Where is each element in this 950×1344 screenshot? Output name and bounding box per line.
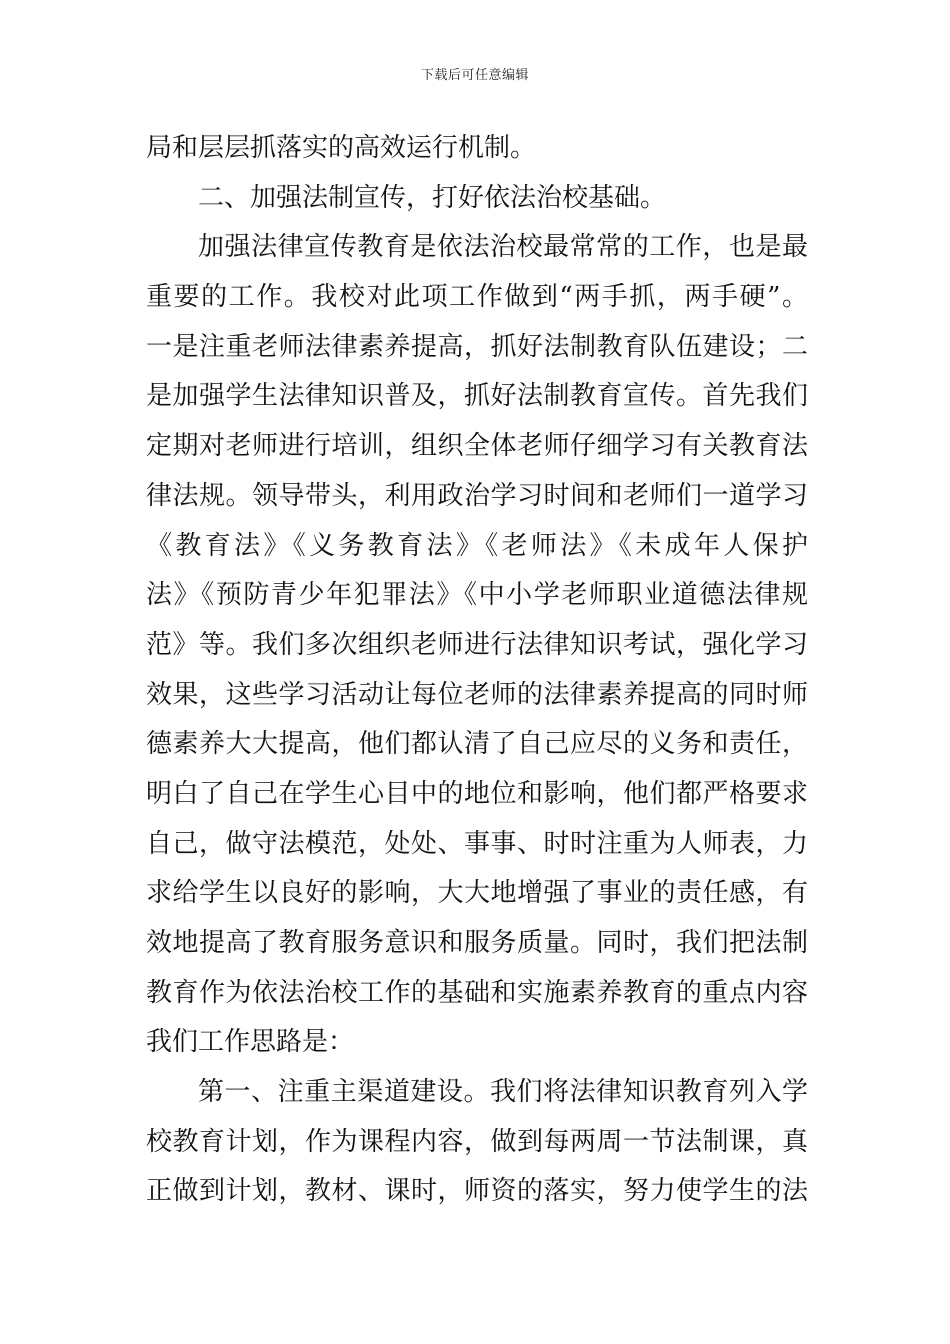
text-line: 局和层层抓落实的高效运行机制。: [146, 133, 537, 163]
text-line: 效地提高了教育服务意识和服务质量。同时，我们把法制: [146, 928, 808, 958]
text-line: 我们工作思路是：: [146, 1027, 355, 1058]
text-line: 重要的工作。我校对此项工作做到“两手抓，两手硬”。: [146, 282, 808, 313]
text-line: 定期对老师进行培训，组织全体老师仔细学习有关教育法: [146, 431, 808, 462]
text-line: 教育作为依法治校工作的基础和实施素养教育的重点内容: [146, 977, 808, 1008]
document-body: [146, 124, 808, 1217]
text-line: 校教育计划，作为课程内容，做到每两周一节法制课，真: [146, 1126, 808, 1157]
text-line: 第一、注重主渠道建设。我们将法律知识教育列入学: [198, 1077, 808, 1108]
text-line: 求给学生以良好的影响，大大地增强了事业的责任感，有: [146, 878, 808, 909]
text-line: 一是注重老师法律素养提高，抓好法制教育队伍建设；二: [146, 331, 808, 362]
text-line: 加强法律宣传教育是依法治校最常常的工作，也是最: [198, 232, 808, 263]
page-header: 下载后可任意编辑: [420, 68, 529, 83]
text-line: 明白了自己在学生心目中的地位和影响，他们都严格要求: [146, 778, 808, 809]
text-line: 范》等。我们多次组织老师进行法律知识考试，强化学习: [146, 629, 808, 660]
text-line: 律法规。领导带头，利用政治学习时间和老师们一道学习: [146, 480, 808, 511]
text-line: 是加强学生法律知识普及，抓好法制教育宣传。首先我们: [146, 381, 808, 412]
text-line: 《教育法》《义务教育法》《老师法》《未成年人保护: [146, 530, 808, 561]
section-heading: 二、加强法制宣传，打好依法治校基础。: [198, 182, 667, 213]
text-line: 德素养大大提高，他们都认清了自己应尽的义务和责任，: [146, 729, 808, 760]
text-line: 自己，做守法模范，处处、事事、时时注重为人师表，力: [146, 828, 808, 859]
text-line: 效果，这些学习活动让每位老师的法律素养提高的同时师: [146, 679, 808, 710]
text-line: 法》《预防青少年犯罪法》《中小学老师职业道德法律规: [146, 580, 808, 611]
text-line: 正做到计划，教材、课时，师资的落实，努力使学生的法: [146, 1176, 808, 1207]
